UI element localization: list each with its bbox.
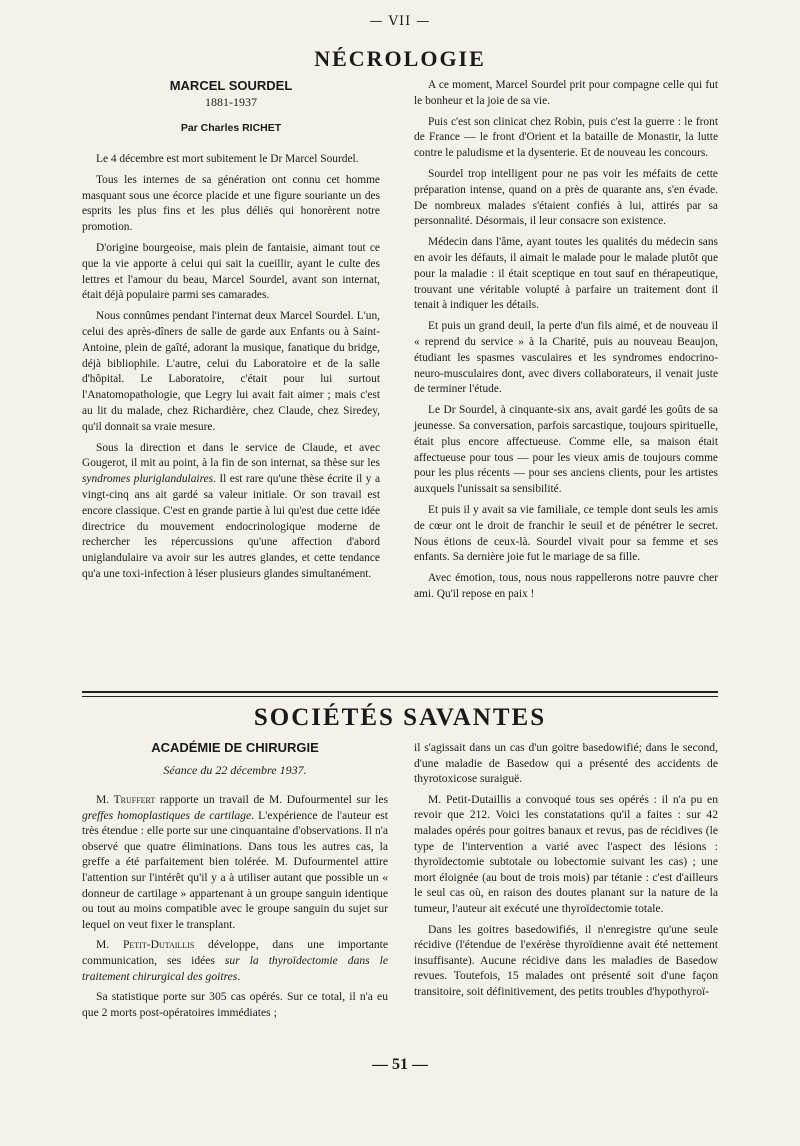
necrologie-left-column bbox=[82, 78, 380, 588]
necrologie-right-column bbox=[414, 78, 718, 608]
paragraph: Sous la direction et dans le service de Claude, et avec Gougerot, il mit au point, à la fin de son internat, sa thèse sur les syndromes pluriglandulaires. Il est rare qu'une thèse écrite il y a vingt-cinq ans ait gardé sa valeur initiale. Or son travail est encore classique. C'est en grande partie à lui qu'est due cette idée directrice du mouvement endocrinologique moderne de rechercher les répercussions qu'une affection d'abord uniglandulaire va avoir sur les autres glandes, et cette tendance qu'a une toxi-infection à léser plusieurs glandes simultanément. bbox=[82, 441, 380, 580]
paragraph: Tous les internes de sa génération ont connu cet homme masquant sous une écorce placide et une figure souriante un des esprits les plus fins et les plus déliés qui honorèrent notre promotion. bbox=[82, 173, 380, 234]
paragraph: M. Petit-Dutaillis développe, dans une importante communication, ses idées sur la thyroïdectomie dans le traitement chirurgical des goitres. bbox=[82, 938, 389, 983]
section-divider bbox=[82, 691, 718, 693]
paragraph: Nous connûmes pendant l'internat deux Marcel Sourdel. L'un, celui des après-dîners de salle de garde aux Enfants ou à Saint-Antoine, plein de gaîté, adorant la musique, fanatique du bridge, déjà bibliophile. L'autre, celui du Laboratoire et de la salle d'hôpital. Le Laboratoire, c'était pour lui surtout l'Anatomopathologie, que Legry lui avait fait aimer ; mais c'est au lit du malade, chez Richardière, chez Claude, chez Siredey, qu'il donnait sa vraie mesure. bbox=[82, 310, 380, 433]
obituary-dates: 1881-1937 bbox=[205, 95, 257, 109]
paragraph: il s'agissait dans un cas d'un goitre basedowifié; dans le second, d'une maladie de Basedow qui a présenté des accidents de thyrotoxicose suraiguë. bbox=[414, 741, 718, 786]
paragraph: D'origine bourgeoise, mais plein de fantaisie, aimant tout ce que la vie apporte à celui qui sait la cueillir, ayant le culte des lettres et l'amour du beau, Marcel Sourdel, avant son internat, était déjà populaire parmi ses camarades. bbox=[82, 241, 380, 302]
session-date: Séance du 22 décembre 1937. bbox=[163, 763, 307, 777]
paragraph: Puis c'est son clinicat chez Robin, puis c'est la guerre : le front de France — le front d'Orient et la bataille de Monastir, la lutte contre le paludisme et la dysenterie. Et de nouveau les concours. bbox=[414, 115, 718, 160]
section-divider bbox=[82, 696, 718, 697]
societes-left-column bbox=[82, 740, 388, 1025]
paragraph: Sourdel trop intelligent pour ne pas voir les méfaits de cette préparation intense, quand on a près de quarante ans, s'en évade. De nombreux malades s'étaient confiés à lui, attirés par sa personnalité. Désormais, il leur consacre son existence. bbox=[414, 167, 718, 228]
paragraph: Le Dr Sourdel, à cinquante-six ans, avait gardé les goûts de sa jeunesse. Sa conversation, parfois sarcastique, toujours spirituelle, était plus encore affectueuse. Comme elle, sa maison était affectueuse pour tous — pour les vieux amis de toujours comme pour les plus récents — pour ses anciens clients, pour les artistes auxquels l'unissait sa sensibilité. bbox=[414, 404, 718, 496]
paragraph: Avec émotion, tous, nous nous rappellerons notre pauvre cher ami. Qu'il repose en paix ! bbox=[414, 572, 718, 600]
paragraph: M. Petit-Dutaillis a convoqué tous ses opérés : il n'a pu en revoir que 212. Voici les constatations qu'il a faites : sur 42 malades opérés pour goitres banaux et revus, pas de récidives (le type de l'intervention a varié avec l'aspect des lésions : thyroïdectomie subtotale ou lobectomie suivant les cas) ; une mort éloignée (au bout de trois mois) par tétanie : c'est d'ailleurs le seul cas où, en raison des doutes planant sur la nature de la tumeur, l'auteur ait exécuté une thyroïdectomie totale. bbox=[414, 792, 718, 915]
paragraph: Sa statistique porte sur 305 cas opérés. Sur ce total, il n'a eu que 2 morts post-opératoires immédiates ; bbox=[82, 990, 388, 1019]
paragraph: Dans les goitres basedowifiés, il n'enregistre qu'une seule récidive (l'étendue de l'exérèse thyroïdienne avait été nettement insuffisante). Aucune récidive dans les maladies de Basedow revues. Toutefois, 15 malades ont présenté soit d'une façon transitoire, soit définitivement, des petits troubles d'hypothyroï- bbox=[414, 922, 718, 998]
paragraph: Et puis il y avait sa vie familiale, ce temple dont seuls les amis de cœur ont le droit de franchir le seuil et de pénétrer le secret. Nous étions de ceux-là. Sourdel vivait pour sa femme et ses enfants. Sa dernière joie fut le mariage de sa fille. bbox=[414, 503, 718, 564]
necrologie-title: NÉCROLOGIE bbox=[314, 46, 486, 71]
societes-right-column bbox=[414, 740, 718, 1005]
page-roman-numeral: — VII — bbox=[369, 14, 431, 29]
thesis-title: syndromes pluriglandulaires bbox=[82, 473, 214, 486]
paragraph: A ce moment, Marcel Sourdel prit pour compagne celle qui fut le bonheur et la joie de sa vie. bbox=[414, 79, 718, 107]
paragraph: Médecin dans l'âme, ayant toutes les qualités du médecin sans en avoir les défauts, il aimait le malade pour le malade plutôt que pour la maladie : il était sceptique en tout sauf en thérapeutique, trouvant une véritable volupté à parfaire un traitement dont il tenait à indiquer les détails. bbox=[414, 236, 718, 312]
obituary-byline: Par Charles RICHET bbox=[180, 122, 282, 134]
paragraph: Et puis un grand deuil, la perte d'un fils aimé, et de nouveau il « reprend du service » à la Charité, puis au nouveau Beaujon, étudiant les spasmes vasculaires et les syndromes endocrino-neuro-musculaires dont, avec divers collaborateurs, il venait juste de terminer l'étude. bbox=[414, 320, 718, 396]
societes-title: SOCIÉTÉS SAVANTES bbox=[253, 704, 547, 731]
page-number: — 51 — bbox=[372, 1056, 428, 1073]
paragraph: M. Truffert rapporte un travail de M. Dufourmentel sur les greffes homoplastiques de cartilage. L'expérience de l'auteur est très étendue : elle porte sur une cinquantaine d'observations. Il n'a observé que quatre éliminations. Dans tous les autres cas, la greffe a été parfaitement bien tolérée. M. Dufourmentel attire l'attention sur l'intérêt qu'il y a à utiliser autant que possible un « donneur de cartilage » appartenant à un groupe sanguin identique ou tout au moins compatible avec le groupe sanguin du sujet sur lequel on veut fixer le transplant. bbox=[82, 793, 389, 931]
academy-heading: ACADÉMIE DE CHIRURGIE bbox=[151, 740, 319, 755]
obituary-name: MARCEL SOURDEL bbox=[169, 78, 293, 93]
paragraph: Le 4 décembre est mort subitement le Dr Marcel Sourdel. bbox=[96, 153, 359, 165]
